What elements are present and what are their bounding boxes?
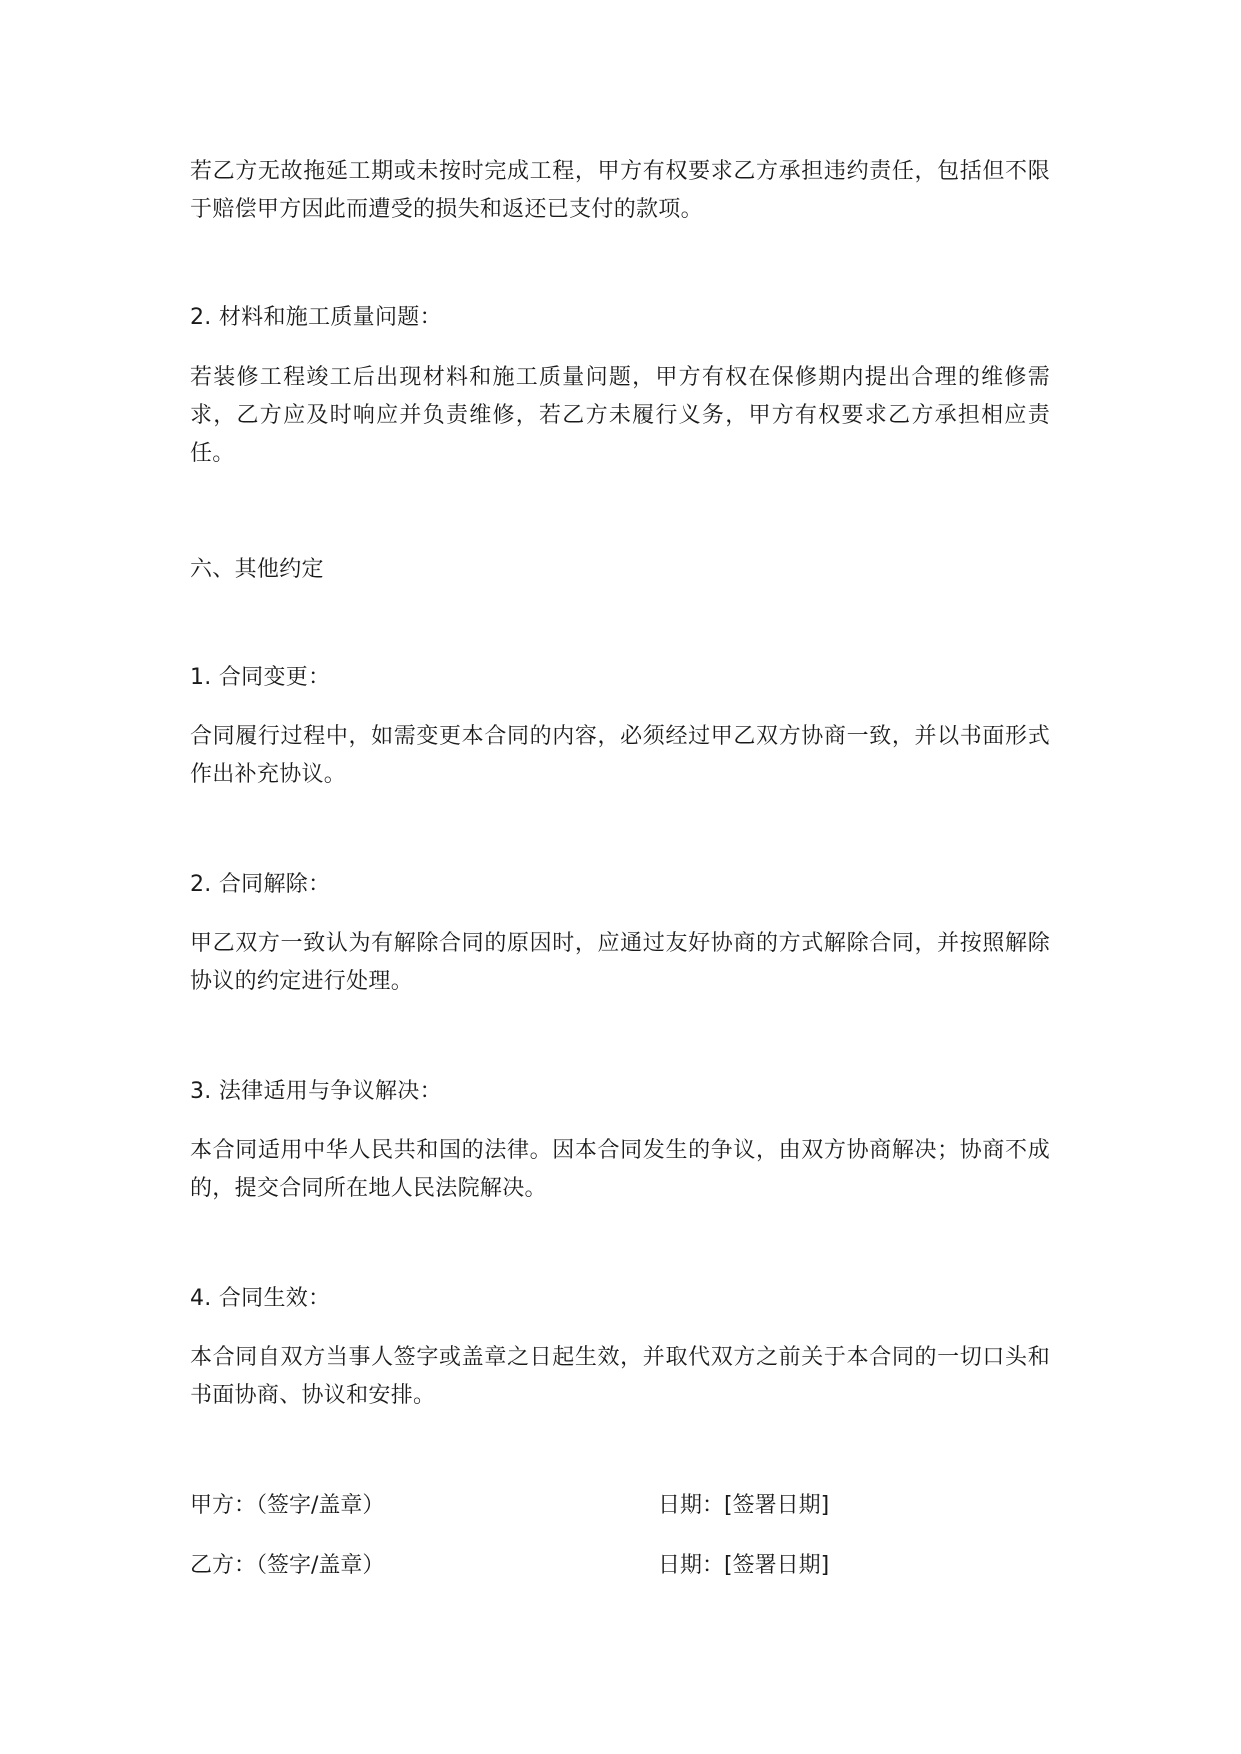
signature-row-party-b (190, 1547, 1050, 1585)
paragraph-contract-termination: 甲乙双方一致认为有解除合同的原因时，应通过友好协商的方式解除合同，并按照解除协议的约定进行处理。 (190, 931, 1050, 994)
heading-contract-termination: 2. 合同解除： (190, 872, 331, 897)
section-title-other-agreements: 六、其他约定 (190, 557, 324, 582)
party-b-date-field: 日期：[签署日期] (658, 1553, 830, 1578)
paragraph-quality-issues: 若装修工程竣工后出现材料和施工质量问题，甲方有权在保修期内提出合理的维修需求，乙方应及时响应并负责维修，若乙方未履行义务，甲方有权要求乙方承担相应责任。 (190, 365, 1050, 466)
party-a-date-field: 日期：[签署日期] (658, 1493, 830, 1518)
heading-quality-issues: 2. 材料和施工质量问题： (190, 305, 442, 330)
party-b-signature-field: 乙方：（签字/盖章） (190, 1553, 385, 1578)
paragraph-contract-change: 合同履行过程中，如需变更本合同的内容，必须经过甲乙双方协商一致，并以书面形式作出补充协议。 (190, 724, 1050, 787)
paragraph-delay-liability: 若乙方无故拖延工期或未按时完成工程，甲方有权要求乙方承担违约责任，包括但不限于赔偿甲方因此而遭受的损失和返还已支付的款项。 (190, 159, 1050, 222)
paragraph-law-and-disputes: 本合同适用中华人民共和国的法律。因本合同发生的争议，由双方协商解决；协商不成的，提交合同所在地人民法院解决。 (190, 1138, 1050, 1201)
heading-contract-effective: 4. 合同生效： (190, 1286, 331, 1311)
paragraph-contract-effective: 本合同自双方当事人签字或盖章之日起生效，并取代双方之前关于本合同的一切口头和书面协商、协议和安排。 (190, 1345, 1050, 1408)
document-page (190, 0, 1050, 1754)
heading-law-and-disputes: 3. 法律适用与争议解决： (190, 1079, 442, 1104)
signature-row-party-a (190, 1487, 1050, 1525)
party-a-signature-field: 甲方：（签字/盖章） (190, 1493, 385, 1518)
heading-contract-change: 1. 合同变更： (190, 665, 331, 690)
